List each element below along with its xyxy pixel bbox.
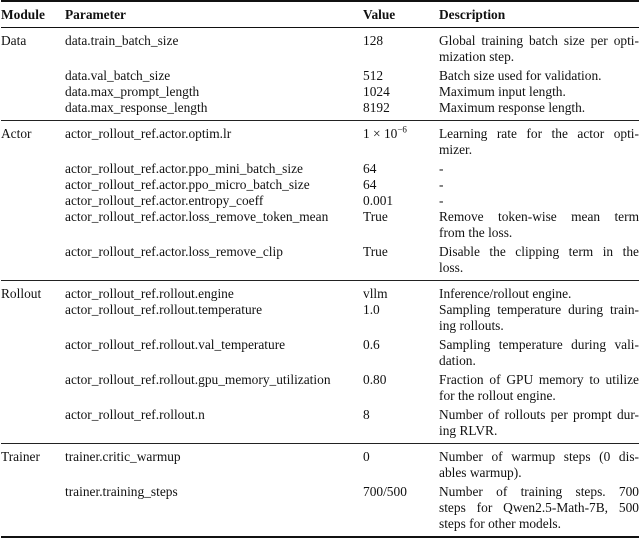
- value-text: 0.6: [363, 337, 380, 352]
- description-line: Sampling temperature during train-: [439, 302, 639, 317]
- parameter-cell: actor_rollout_ref.actor.loss_remove_token_mean: [65, 209, 329, 224]
- module-group-trainer: [1, 444, 639, 538]
- module-cell: Data: [1, 33, 27, 48]
- description-line: steps for Qwen2.5-Math-7B, 500: [439, 500, 639, 515]
- value-text: 8192: [363, 100, 390, 115]
- value-cell: [363, 372, 439, 407]
- module-cell: Trainer: [1, 449, 40, 464]
- value-text: True: [363, 244, 388, 259]
- value-text: 700/500: [363, 484, 407, 499]
- table-header: [1, 1, 639, 28]
- module-cell-empty: [1, 209, 65, 244]
- module-cell: Rollout: [1, 286, 42, 301]
- description-line: -: [439, 193, 444, 208]
- header-value: Value: [363, 7, 396, 22]
- table-row: [1, 121, 639, 162]
- description-line: ing rollouts.: [439, 318, 504, 333]
- table-row: [1, 209, 639, 244]
- value-text: 512: [363, 68, 384, 83]
- description-cell: [439, 444, 639, 485]
- table-row: [1, 444, 639, 485]
- parameter-cell: actor_rollout_ref.rollout.temperature: [65, 302, 263, 317]
- module-cell-empty: [1, 407, 65, 444]
- module-group-data: [1, 28, 639, 121]
- description-line: ing RLVR.: [439, 423, 498, 438]
- value-text: 1.0: [363, 302, 380, 317]
- description-line: Global training batch size per opti-: [439, 33, 639, 48]
- description-line: Maximum response length.: [439, 100, 586, 115]
- table-row: [1, 372, 639, 407]
- table-row: [1, 28, 639, 69]
- parameter-cell: actor_rollout_ref.actor.ppo_micro_batch_size: [65, 177, 310, 192]
- description-cell: [439, 407, 639, 444]
- parameter-cell: actor_rollout_ref.actor.optim.lr: [65, 126, 232, 141]
- value-text: 64: [363, 161, 377, 176]
- description-cell: [439, 337, 639, 372]
- table-row: [1, 177, 639, 193]
- description-line: mization step.: [439, 49, 515, 64]
- parameter-cell: data.val_batch_size: [65, 68, 171, 83]
- description-cell: [439, 193, 639, 209]
- table-row: [1, 407, 639, 444]
- module-cell-empty: [1, 244, 65, 281]
- module-cell-empty: [1, 161, 65, 177]
- table-row: [1, 484, 639, 537]
- value-cell: [363, 161, 439, 177]
- table-row: [1, 161, 639, 177]
- description-cell: [439, 484, 639, 537]
- value-text: vllm: [363, 286, 388, 301]
- module-cell-empty: [1, 484, 65, 537]
- header-module: Module: [1, 7, 45, 22]
- value-cell: [363, 407, 439, 444]
- table-row: [1, 302, 639, 337]
- parameter-cell: data.max_prompt_length: [65, 84, 200, 99]
- description-line: Disable the clipping term in the: [439, 244, 639, 259]
- value-cell: [363, 28, 439, 69]
- table-row: [1, 68, 639, 84]
- hyperparameter-table: [1, 0, 639, 538]
- description-cell: [439, 68, 639, 84]
- header-description: Description: [439, 7, 506, 22]
- value-text: 0.80: [363, 372, 387, 387]
- table-row: [1, 281, 639, 303]
- parameter-cell: actor_rollout_ref.rollout.n: [65, 407, 205, 422]
- table-row: [1, 193, 639, 209]
- value-text: 128: [363, 33, 384, 48]
- value-text: 8: [363, 407, 370, 422]
- description-line: Number of training steps. 700: [439, 484, 639, 499]
- module-cell-empty: [1, 177, 65, 193]
- parameter-cell: actor_rollout_ref.rollout.engine: [65, 286, 234, 301]
- description-line: loss.: [439, 260, 464, 275]
- value-cell: [363, 177, 439, 193]
- value-text: True: [363, 209, 388, 224]
- value-cell: [363, 337, 439, 372]
- description-line: Inference/rollout engine.: [439, 286, 572, 301]
- description-line: -: [439, 177, 444, 192]
- module-cell-empty: [1, 302, 65, 337]
- description-line: steps for other models.: [439, 516, 561, 531]
- parameter-cell: data.max_response_length: [65, 100, 208, 115]
- description-line: Fraction of GPU memory to utilize: [439, 372, 639, 387]
- value-cell: [363, 444, 439, 485]
- parameter-cell: data.train_batch_size: [65, 33, 179, 48]
- value-text: 64: [363, 177, 377, 192]
- value-cell: [363, 100, 439, 121]
- module-cell-empty: [1, 193, 65, 209]
- description-cell: [439, 121, 639, 162]
- value-cell: [363, 484, 439, 537]
- value-cell: [363, 193, 439, 209]
- description-cell: [439, 84, 639, 100]
- module-cell-empty: [1, 337, 65, 372]
- description-cell: [439, 302, 639, 337]
- module-group-actor: [1, 121, 639, 281]
- value-cell: [363, 209, 439, 244]
- module-cell: Actor: [1, 126, 32, 141]
- value-text: 1 × 10: [363, 126, 398, 141]
- parameter-cell: trainer.critic_warmup: [65, 449, 181, 464]
- description-cell: [439, 28, 639, 69]
- description-line: Batch size used for validation.: [439, 68, 602, 83]
- value-cell: [363, 281, 439, 303]
- value-cell: [363, 84, 439, 100]
- description-line: from the loss.: [439, 225, 513, 240]
- parameter-cell: actor_rollout_ref.actor.loss_remove_clip: [65, 244, 283, 259]
- module-cell-empty: [1, 68, 65, 84]
- description-line: Learning rate for the actor opti-: [439, 126, 639, 141]
- value-text: 0.001: [363, 193, 394, 208]
- description-line: for the rollout engine.: [439, 388, 556, 403]
- parameter-cell: trainer.training_steps: [65, 484, 178, 499]
- description-line: Number of warmup steps (0 dis-: [439, 449, 639, 464]
- value-cell: [363, 302, 439, 337]
- module-group-rollout: [1, 281, 639, 444]
- description-cell: [439, 372, 639, 407]
- description-line: mizer.: [439, 142, 473, 157]
- table-row: [1, 337, 639, 372]
- value-text: 1024: [363, 84, 390, 99]
- value-cell: [363, 68, 439, 84]
- description-cell: [439, 177, 639, 193]
- module-cell-empty: [1, 100, 65, 121]
- description-line: dation.: [439, 353, 476, 368]
- table-row: [1, 100, 639, 121]
- description-line: Remove token-wise mean term: [439, 209, 639, 224]
- value-cell: [363, 121, 439, 162]
- module-cell-empty: [1, 84, 65, 100]
- table-row: [1, 84, 639, 100]
- description-line: ables warmup).: [439, 465, 522, 480]
- header-parameter: Parameter: [65, 7, 126, 22]
- description-line: Maximum input length.: [439, 84, 566, 99]
- value-text: 0: [363, 449, 370, 464]
- description-cell: [439, 209, 639, 244]
- module-cell-empty: [1, 372, 65, 407]
- description-cell: [439, 281, 639, 303]
- description-cell: [439, 244, 639, 281]
- description-cell: [439, 161, 639, 177]
- parameter-cell: actor_rollout_ref.actor.entropy_coeff: [65, 193, 264, 208]
- parameter-cell: actor_rollout_ref.rollout.val_temperature: [65, 337, 286, 352]
- value-cell: [363, 244, 439, 281]
- description-cell: [439, 100, 639, 121]
- description-line: Sampling temperature during vali-: [439, 337, 639, 352]
- parameter-cell: actor_rollout_ref.actor.ppo_mini_batch_size: [65, 161, 303, 176]
- description-line: -: [439, 161, 444, 176]
- value-exponent: −6: [397, 124, 407, 135]
- parameter-cell: actor_rollout_ref.rollout.gpu_memory_utilization: [65, 372, 331, 387]
- table-row: [1, 244, 639, 281]
- description-line: Number of rollouts per prompt dur-: [439, 407, 639, 422]
